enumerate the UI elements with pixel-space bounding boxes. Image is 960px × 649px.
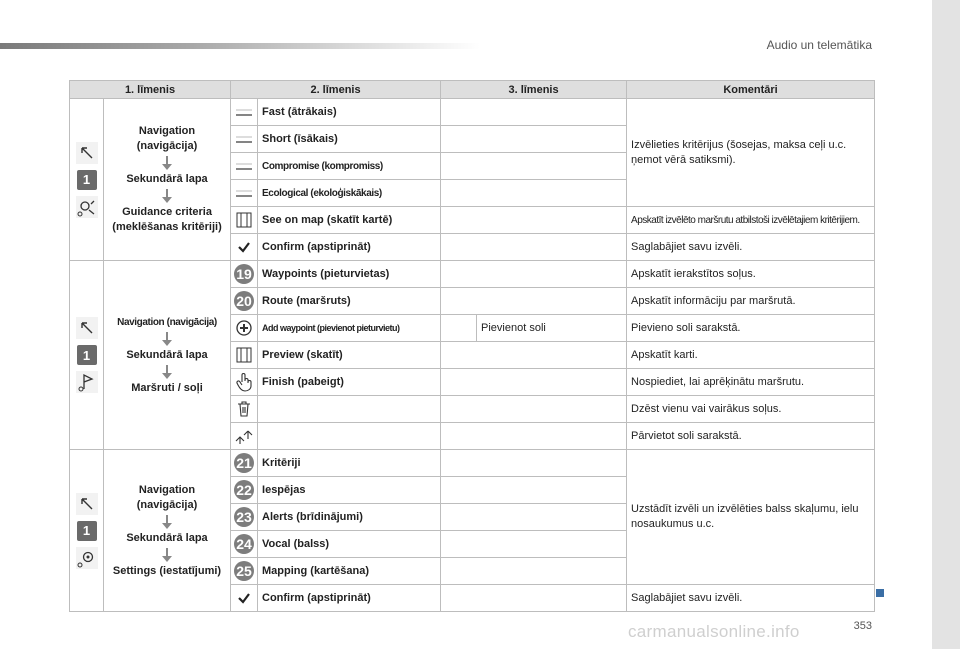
section-title: Audio un telemātika: [766, 38, 872, 52]
page-corner-mark: [876, 589, 884, 597]
step-badge: 1: [77, 345, 97, 365]
step-badge: 1: [77, 170, 97, 190]
number-badge-24: 24: [234, 534, 254, 554]
map-icon: [235, 211, 253, 229]
group1-icons: [70, 99, 104, 261]
navigation-icon: [76, 142, 98, 164]
col-header-level2: 2. līmenis: [231, 81, 441, 99]
col-header-comments: Komentāri: [627, 81, 875, 99]
option-see-on-map[interactable]: See on map (skatīt kartē): [258, 207, 441, 234]
option-alerts[interactable]: Alerts (brīdinājumi): [258, 504, 441, 531]
comment-waypoints: Apskatīt ierakstītos soļus.: [627, 261, 875, 288]
option-ecological[interactable]: Ecological (ekoloģiskākais): [258, 180, 441, 207]
group3-icons: [70, 450, 104, 612]
group2-level1: Navigation (navigācija) Sekundārā lapa Maršruti / soļi: [104, 261, 231, 450]
number-badge-25: 25: [234, 561, 254, 581]
number-badge-23: 23: [234, 507, 254, 527]
col-header-level3: 3. līmenis: [441, 81, 627, 99]
comment-preview: Apskatīt karti.: [627, 342, 875, 369]
watermark: carmanualsonline.info: [628, 622, 800, 641]
navigation-icon: [76, 317, 98, 339]
header-decor-bar: [0, 43, 480, 49]
level3-add-step[interactable]: Pievienot soli: [477, 315, 627, 342]
navigation-icon: [76, 493, 98, 515]
number-badge-22: 22: [234, 480, 254, 500]
add-icon: [235, 319, 253, 337]
option-waypoints[interactable]: Waypoints (pieturvietas): [258, 261, 441, 288]
group3-level1: Navigation (navigācija) Sekundārā lapa Settings (iestatījumi): [104, 450, 231, 612]
comment-delete: Dzēst vienu vai vairākus soļus.: [627, 396, 875, 423]
short-route-icon: [234, 133, 254, 145]
checkmark-icon: [237, 591, 251, 605]
option-options[interactable]: Iespējas: [258, 477, 441, 504]
option-short[interactable]: Short (īsākais): [258, 126, 441, 153]
option-compromise[interactable]: Compromise (kompromiss): [258, 153, 441, 180]
comment-add-waypoint: Pievieno soli sarakstā.: [627, 315, 875, 342]
route-flag-icon: [76, 371, 98, 393]
ecological-route-icon: [234, 187, 254, 199]
option-vocal[interactable]: Vocal (balss): [258, 531, 441, 558]
trash-icon: [236, 400, 252, 418]
group2-icons: [70, 261, 104, 450]
comment-confirm-settings: Saglabājiet savu izvēli.: [627, 585, 875, 612]
guidance-settings-icon: [76, 196, 98, 218]
map-icon: [235, 346, 253, 364]
page-side-band: [932, 0, 960, 649]
group1-level1: Navigation (navigācija) Sekundārā lapa Guidance criteria (meklēšanas kritēriji): [104, 99, 231, 261]
comment-route: Apskatīt informāciju par maršrutā.: [627, 288, 875, 315]
option-add-waypoint[interactable]: Add waypoint (pievienot pieturvietu): [258, 315, 441, 342]
option-confirm-settings[interactable]: Confirm (apstiprināt): [258, 585, 441, 612]
option-route[interactable]: Route (maršruts): [258, 288, 441, 315]
settings-gear-icon: [76, 547, 98, 569]
comment-criteria: Izvēlieties kritērijus (šosejas, maksa ceļi u.c. ņemot vērā satiksmi).: [627, 99, 875, 207]
option-preview[interactable]: Preview (skatīt): [258, 342, 441, 369]
move-icon: [232, 427, 256, 445]
comment-see-on-map: Apskatīt izvēlēto maršrutu atbilstoši izvēlētajiem kritērijiem.: [627, 207, 875, 234]
option-fast[interactable]: Fast (ātrākais): [258, 99, 441, 126]
comment-confirm-criteria: Saglabājiet savu izvēli.: [627, 234, 875, 261]
comment-settings: Uzstādīt izvēli un izvēlēties balss skaļumu, ielu nosaukumus u.c.: [627, 450, 875, 585]
number-badge-20: 20: [234, 291, 254, 311]
page-number: 353: [853, 620, 872, 632]
option-confirm-criteria[interactable]: Confirm (apstiprināt): [258, 234, 441, 261]
checkmark-icon: [237, 240, 251, 254]
compromise-route-icon: [234, 160, 254, 172]
step-badge: 1: [77, 521, 97, 541]
menu-table: [69, 80, 875, 612]
option-finish[interactable]: Finish (pabeigt): [258, 369, 441, 396]
comment-move: Pārvietot soli sarakstā.: [627, 423, 875, 450]
hand-pointer-icon: [235, 372, 253, 392]
fast-route-icon: [234, 106, 254, 118]
number-badge-21: 21: [234, 453, 254, 473]
comment-finish: Nospiediet, lai aprēķinātu maršrutu.: [627, 369, 875, 396]
option-mapping[interactable]: Mapping (kartēšana): [258, 558, 441, 585]
number-badge-19: 19: [234, 264, 254, 284]
option-criteria[interactable]: Kritēriji: [258, 450, 441, 477]
col-header-level1: 1. līmenis: [70, 81, 231, 99]
